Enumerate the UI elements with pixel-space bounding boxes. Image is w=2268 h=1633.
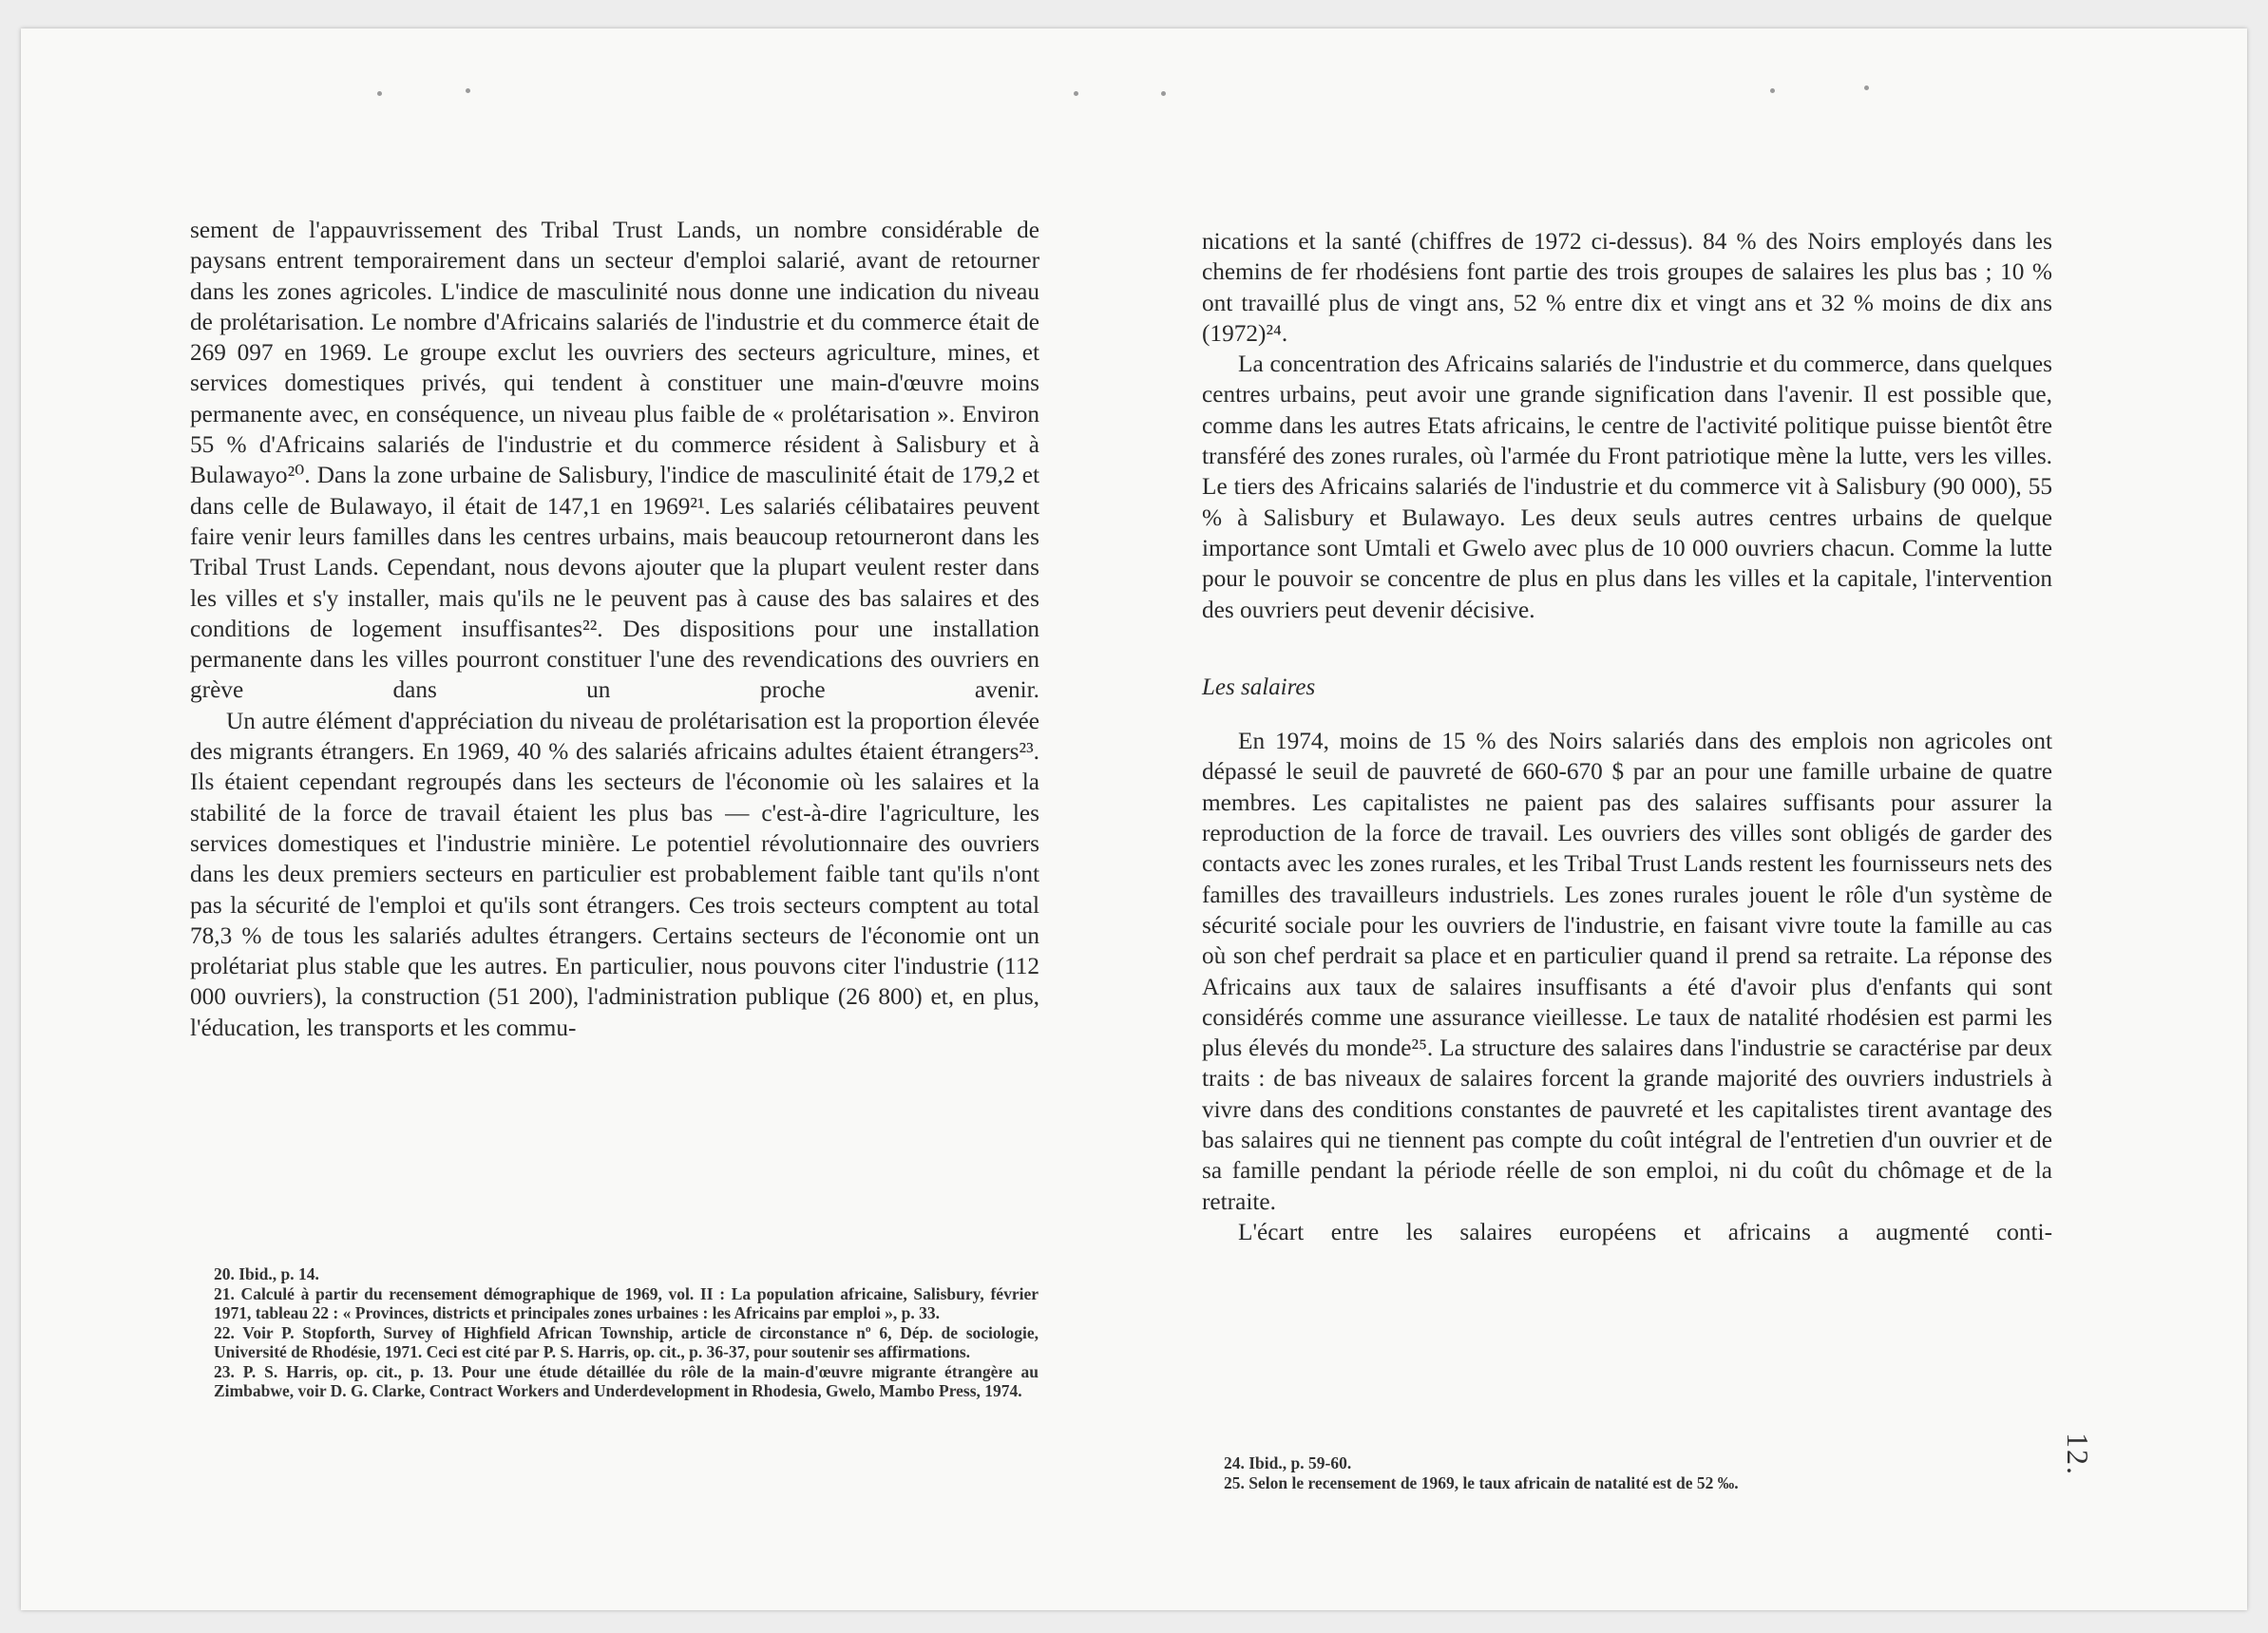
body-paragraph: L'écart entre les salaires européens et africains a augmenté conti- bbox=[1238, 1218, 2052, 1245]
punch-mark bbox=[1770, 88, 1775, 93]
left-column bbox=[190, 215, 1039, 1043]
body-paragraph: La concentration des Africains salariés de l'industrie et du commerce, dans quelques centres urbains, peut avoir une grande signification dans l'avenir. Il est possible que, comme dans les autres Etats africains, le centre de l'activité politique puisse bientôt être transféré des zones rurales, où l'armée du Front patriotique mène la lutte, vers les villes. Le tiers des Africains salariés de l'industrie et du commerce vit à Salisbury (90 000), 55 % à Salisbury et Bulawayo. Les deux seuls autres centres urbains de quelque importance sont Umtali et Gwelo avec plus de 10 000 ouvriers chacun. Comme la lutte pour le pouvoir se concentre de plus en plus dans les villes et la capitale, l'intervention des ouvriers peut devenir décisive. bbox=[1202, 351, 2052, 623]
page-number: 12. bbox=[2061, 1433, 2095, 1476]
punch-mark bbox=[377, 91, 382, 96]
footnote: 21. Calculé à partir du recensement démographique de 1969, vol. II : La population africaine, Salisbury, février 1971, tableau 22 : « Provinces, districts et principales zones urbaines : les Africains par emploi », p. 33. bbox=[214, 1283, 1039, 1322]
footnote: 20. Ibid., p. 14. bbox=[214, 1264, 319, 1283]
punch-mark bbox=[1161, 91, 1166, 96]
footnote: 25. Selon le recensement de 1969, le taux africain de natalité est de 52 ‰. bbox=[1224, 1472, 1739, 1492]
left-footnotes bbox=[214, 1264, 1039, 1401]
punch-mark bbox=[466, 88, 470, 93]
body-paragraph: nications et la santé (chiffres de 1972 ci-dessus). 84 % des Noirs employés dans les chemins de fer rhodésiens font partie des trois groupes de salaires les plus bas ; 10 % ont travaillé plus de vingt ans, 52 % entre dix et vingt ans et 32 % moins de dix ans (1972)²⁴. bbox=[1202, 228, 2052, 347]
footnote: 24. Ibid., p. 59-60. bbox=[1224, 1453, 1352, 1472]
punch-mark bbox=[1864, 85, 1869, 90]
punch-mark bbox=[1074, 91, 1078, 96]
footnote: 22. Voir P. Stopforth, Survey of Highfield African Township, article de circonstance nº 6, Dép. de sociologie, Université de Rhodésie, 1971. Ceci est cité par P. S. Harris, op. cit., p. 36-37, pour soutenir ses affirmations. bbox=[214, 1322, 1039, 1361]
body-paragraph: En 1974, moins de 15 % des Noirs salariés dans des emplois non agricoles ont dépassé le seuil de pauvreté de 660-670 $ par an pour une famille urbaine de quatre membres. Les capitalistes ne paient pas des salaires suffisants pour assurer la reproduction de la force de travail. Les ouvriers des villes sont obligés de garder des contacts avec les zones rurales, et les Tribal Trust Lands restent les fournisseurs nets des familles des travailleurs industriels. Les zones rurales jouent le rôle d'un système de sécurité sociale pour les ouvriers de l'industrie, en faisant vivre toute la famille au cas où son chef perdrait sa place et en particulier quand il prend sa retraite. La réponse des Africains aux taux de salaires insuffisants a été d'avoir plus d'enfants qui sont considérés comme une assurance vieillesse. Le taux de natalité rhodésien est parmi les plus élevés du monde²⁵. La structure des salaires dans l'industrie se caractérise par deux traits : de bas niveaux de salaires forcent la grande majorité des ouvriers industriels à vivre dans des conditions constantes de pauvreté et les capitalistes tirent avantage des bas salaires qui ne tiennent pas compte du coût intégral de l'entretien d'un ouvrier et de sa famille pendant la période réelle de son emploi, ni du coût du chômage et de la retraite. bbox=[1202, 728, 2052, 1215]
footnote: 23. P. S. Harris, op. cit., p. 13. Pour une étude détaillée du rôle de la main-d'œuvre migrante étrangère au Zimbabwe, voir D. G. Clarke, Contract Workers and Underdevelopment in Rhodesia, Gwelo, Mambo Press, 1974. bbox=[214, 1361, 1039, 1400]
body-paragraph: Un autre élément d'appréciation du niveau de prolétarisation est la proportion élevée des migrants étrangers. En 1969, 40 % des salariés africains adultes étaient étrangers²³. Ils étaient cependant regroupés dans les secteurs de l'économie où les salaires et la stabilité de la force de travail étaient les plus bas — c'est-à-dire l'agriculture, les services domestiques et l'industrie minière. Le potentiel révolutionnaire des ouvriers dans les deux premiers secteurs en particulier est probablement faible tant qu'ils n'ont pas la sécurité de l'emploi et qu'ils sont étrangers. Ces trois secteurs comptent au total 78,3 % de tous les salariés adultes étrangers. Certains secteurs de l'économie ont un prolétariat plus stable que les autres. En particulier, nous pouvons citer l'industrie (112 000 ouvriers), la construction (51 200), l'administration publique (26 800) et, en plus, l'éducation, les transports et les commu- bbox=[190, 707, 1039, 1041]
right-column bbox=[1202, 226, 2052, 1247]
section-heading: Les salaires bbox=[1202, 674, 1316, 700]
right-footnotes bbox=[1224, 1453, 2060, 1492]
body-paragraph: sement de l'appauvrissement des Tribal Trust Lands, un nombre considérable de paysans entrent temporairement dans un secteur d'emploi salarié, avant de retourner dans les zones agricoles. L'indice de masculinité nous donne une indication du niveau de prolétarisation. Le nombre d'Africains salariés de l'industrie et du commerce était de 269 097 en 1969. Le groupe exclut les ouvriers des secteurs agriculture, mines, et services domestiques privés, qui tendent à constituer une main-d'œuvre moins permanente avec, en conséquence, un niveau plus faible de « prolétarisation ». Environ 55 % d'Africains salariés de l'industrie et du commerce résident à Salisbury et à Bulawayo²⁰. Dans la zone urbaine de Salisbury, l'indice de masculinité était de 179,2 et dans celle de Bulawayo, il était de 147,1 en 1969²¹. Les salariés célibataires peuvent faire venir leurs familles dans les centres urbains, mais beaucoup retourneront dans les Tribal Trust Lands. Cependant, nous devons ajouter que la plupart veulent rester dans les villes et s'y installer, mais qu'ils ne le peuvent pas à cause des bas salaires et des conditions de logement insuffisantes²². Des dispositions pour une installation permanente dans les villes pourront constituer l'une des revendications des ouvriers en grève dans un proche avenir. bbox=[190, 217, 1039, 704]
